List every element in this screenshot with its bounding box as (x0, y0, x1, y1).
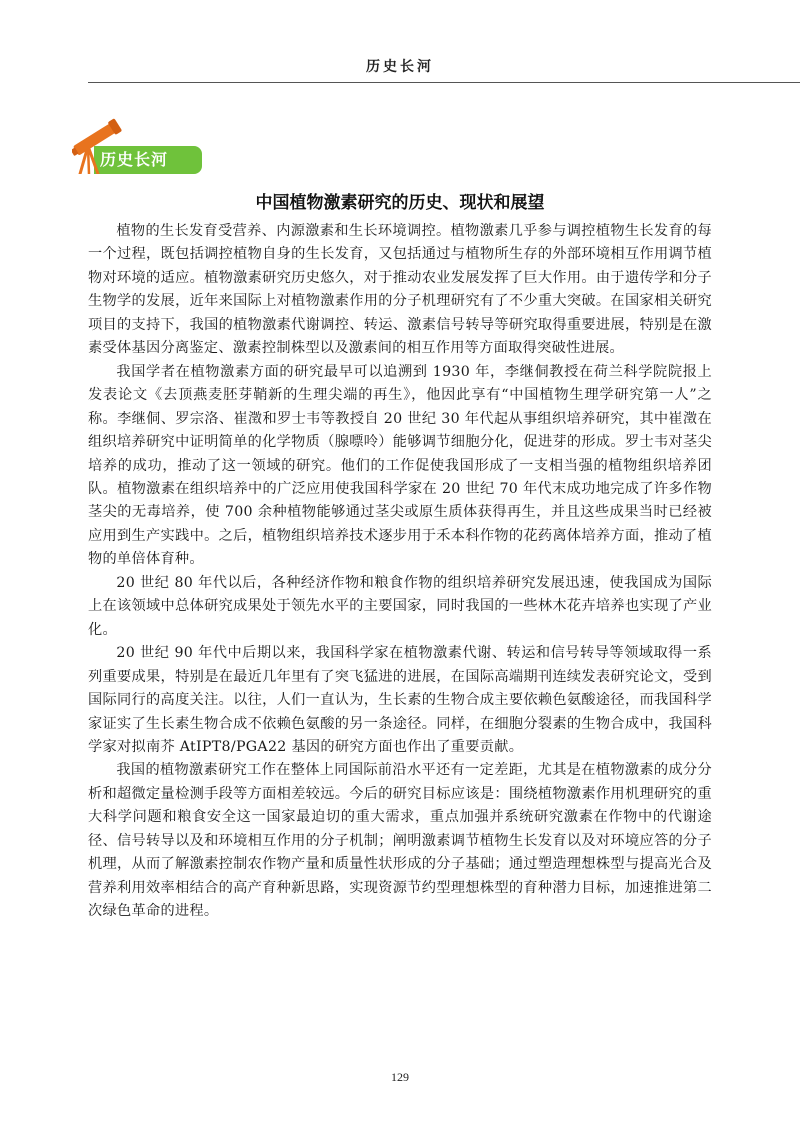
paragraph: 我国学者在植物激素方面的研究最早可以追溯到 1930 年，李继侗教授在荷兰科学院院报上发表论文《去顶燕麦胚芽鞘新的生理尖端的再生》，他因此享有“中国植物生理学研究第一人”之称。李继侗、罗宗洛、崔澂和罗士韦等教授自 20 世纪 30 年代起从事组织培养研究，其中崔澂在组织培养研究中证明简单的化学物质（腺嘌呤）能够调节细胞分化，促进芽的形成。罗士韦对茎尖培养的成功，推动了这一领域的研究。他们的工作促使我国形成了一支相当强的植物组织培养团队。植物激素在组织培养中的广泛应用使我国科学家在 20 世纪 70 年代末成功地完成了许多作物茎尖的无毒培养，使 700 余种植物能够通过茎尖或原生质体获得再生，并且这些成果当时已经被应用到生产实践中。之后，植物组织培养技术逐步用于禾本科作物的花药离体培养方面，推动了植物的单倍体育种。 (88, 363, 712, 568)
badge-label: 历史长河 (100, 150, 169, 169)
article-title: 中国植物激素研究的历史、现状和展望 (255, 193, 545, 213)
paragraph: 我国的植物激素研究工作在整体上同国际前沿水平还有一定差距，尤其是在植物激素的成分分析和超微定量检测手段等方面相差较远。今后的研究目标应该是：围绕植物激素作用机理研究的重大科学问题和粮食安全这一国家最迫切的重大需求，重点加强并系统研究激素在作物中的代谢途径、信号转导以及和环境相互作用的分子机制；阐明激素调节植物生长发育以及对环境应答的分子机理，从而了解激素控制农作物产量和质量性状形成的分子基础；通过塑造理想株型与提高光合及营养利用效率相结合的高产育种新思路，实现资源节约型理想株型的育种潜力目标，加速推进第二次绿色革命的进程。 (88, 762, 712, 920)
article-body (88, 220, 712, 924)
section-badge (72, 116, 202, 174)
running-header: 历史长河 (366, 59, 434, 75)
page-number: 129 (391, 1070, 409, 1084)
paragraph: 20 世纪 80 年代以后，各种经济作物和粮食作物的组织培养研究发展迅速，使我国成为国际上在该领域中总体研究成果处于领先水平的主要国家，同时我国的一些林木花卉培养也实现了产业化。 (88, 574, 712, 638)
paragraph: 植物的生长发育受营养、内源激素和生长环境调控。植物激素几乎参与调控植物生长发育的每一个过程，既包括调控植物自身的生长发育，又包括通过与植物所生存的外部环境相互作用调节植物对环境的适应。植物激素研究历史悠久，对于推动农业发展发挥了巨大作用。由于遗传学和分子生物学的发展，近年来国际上对植物激素作用的分子机理研究有了不少重大突破。在国家相关研究项目的支持下，我国的植物激素代谢调控、转运、激素信号转导等研究取得重要进展，特别是在激素受体基因分离鉴定、激素控制株型以及激素间的相互作用等方面取得突破性进展。 (88, 223, 712, 357)
paragraph: 20 世纪 90 年代中后期以来，我国科学家在植物激素代谢、转运和信号转导等领域取得一系列重要成果，特别是在最近几年里有了突飞猛进的进展，在国际高端期刊连续发表研究论文，受到国际同行的高度关注。以往，人们一直认为，生长素的生物合成主要依赖色氨酸途径，而我国科学家证实了生长素生物合成不依赖色氨酸的另一条途径。同样，在细胞分裂素的生物合成中，我国科学家对拟南芥 AtIPT8/PGA22 基因的研究方面也作出了重要贡献。 (88, 645, 712, 755)
header-rule (88, 82, 800, 83)
